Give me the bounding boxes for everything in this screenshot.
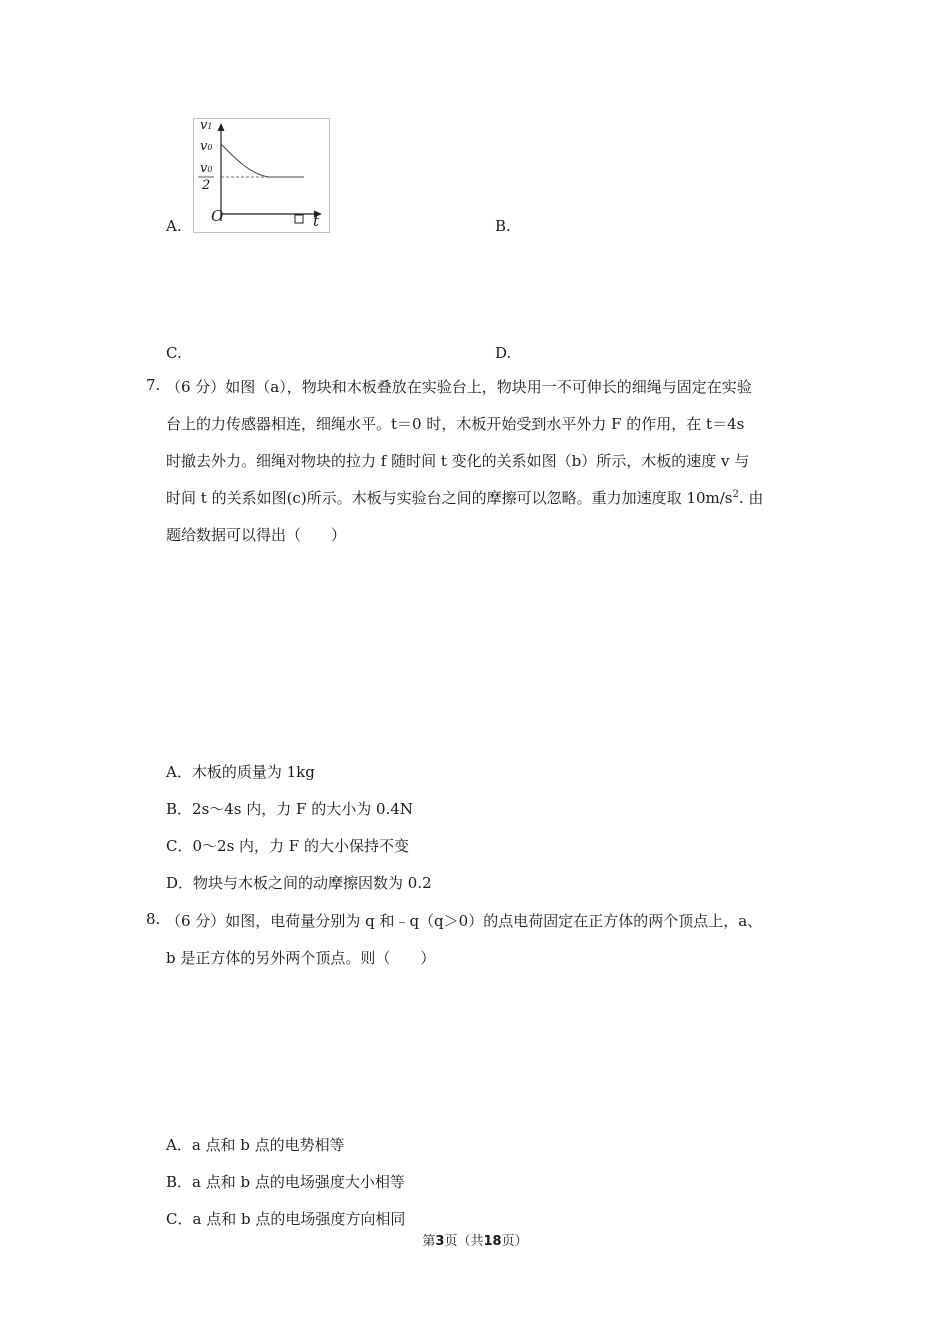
q7-option-c: C．0～2s 内，力 F 的大小保持不变 <box>166 837 409 855</box>
footer-page-number: 3 <box>435 1234 445 1249</box>
q7-stem-line-1: （6 分）如图（a），物块和木板叠放在实验台上，物块用一不可伸长的细绳与固定在实验 <box>166 378 752 396</box>
footer-prefix: 第 <box>422 1234 436 1249</box>
q8-stem-line-2: b 是正方体的另外两个顶点。则（ ） <box>166 949 436 967</box>
q7-stem-line-4: 时间 t 的关系如图(c)所示。木板与实验台之间的摩擦可以忽略。重力加速度取 $10m/s^2$. 由 <box>166 489 764 507</box>
graph-half-denominator: 2 <box>202 178 211 193</box>
q7-option-b: B．2s～4s 内，力 F 的大小为 0.4N <box>166 800 413 818</box>
q8-stem-line-1: （6 分）如图，电荷量分别为 q 和﹣q（q＞0）的点电荷固定在正方体的两个顶点上，a、 <box>166 912 763 930</box>
q7-number: 7. <box>146 376 161 394</box>
q7-stem-line-5: 题给数据可以得出（ ） <box>166 526 347 544</box>
q8-number: 8. <box>146 910 161 928</box>
q7-stem-line-3: 时撤去外力。细绳对物块的拉力 f 随时间 t 变化的关系如图（b）所示，木板的速度 v 与 <box>166 452 750 470</box>
q7-stem-line-2: 台上的力传感器相连，细绳水平。t＝0 时，木板开始受到水平外力 F 的作用，在 t＝4s <box>166 415 745 433</box>
q8-option-a: A．a 点和 b 点的电势相等 <box>166 1136 345 1154</box>
page-footer <box>0 1230 950 1249</box>
footer-suffix: 页） <box>501 1234 528 1249</box>
q7-option-a: A．木板的质量为 1kg <box>166 763 315 781</box>
q6-option-c-label: C. <box>166 344 182 362</box>
graph-y-axis-label: v1 <box>200 118 213 133</box>
q6-option-d-label: D. <box>495 344 512 362</box>
q6-option-b-label: B. <box>495 217 511 235</box>
footer-middle: 页（共 <box>444 1234 484 1249</box>
graph-v0-label: v0 <box>200 139 213 154</box>
graph-half-numerator: v0 <box>200 161 213 176</box>
q8-option-c: C．a 点和 b 点的电场强度方向相同 <box>166 1210 406 1228</box>
q7-option-d: D．物块与木板之间的动摩擦因数为 0.2 <box>166 874 432 892</box>
q6-option-a-label: A. <box>166 217 182 235</box>
graph-origin-label: O <box>211 207 224 225</box>
footer-total-pages: 18 <box>483 1234 502 1249</box>
q8-option-b: B．a 点和 b 点的电场强度大小相等 <box>166 1173 405 1191</box>
graph-x-axis-label: t <box>313 212 320 230</box>
q6-option-a-graph <box>193 118 330 233</box>
